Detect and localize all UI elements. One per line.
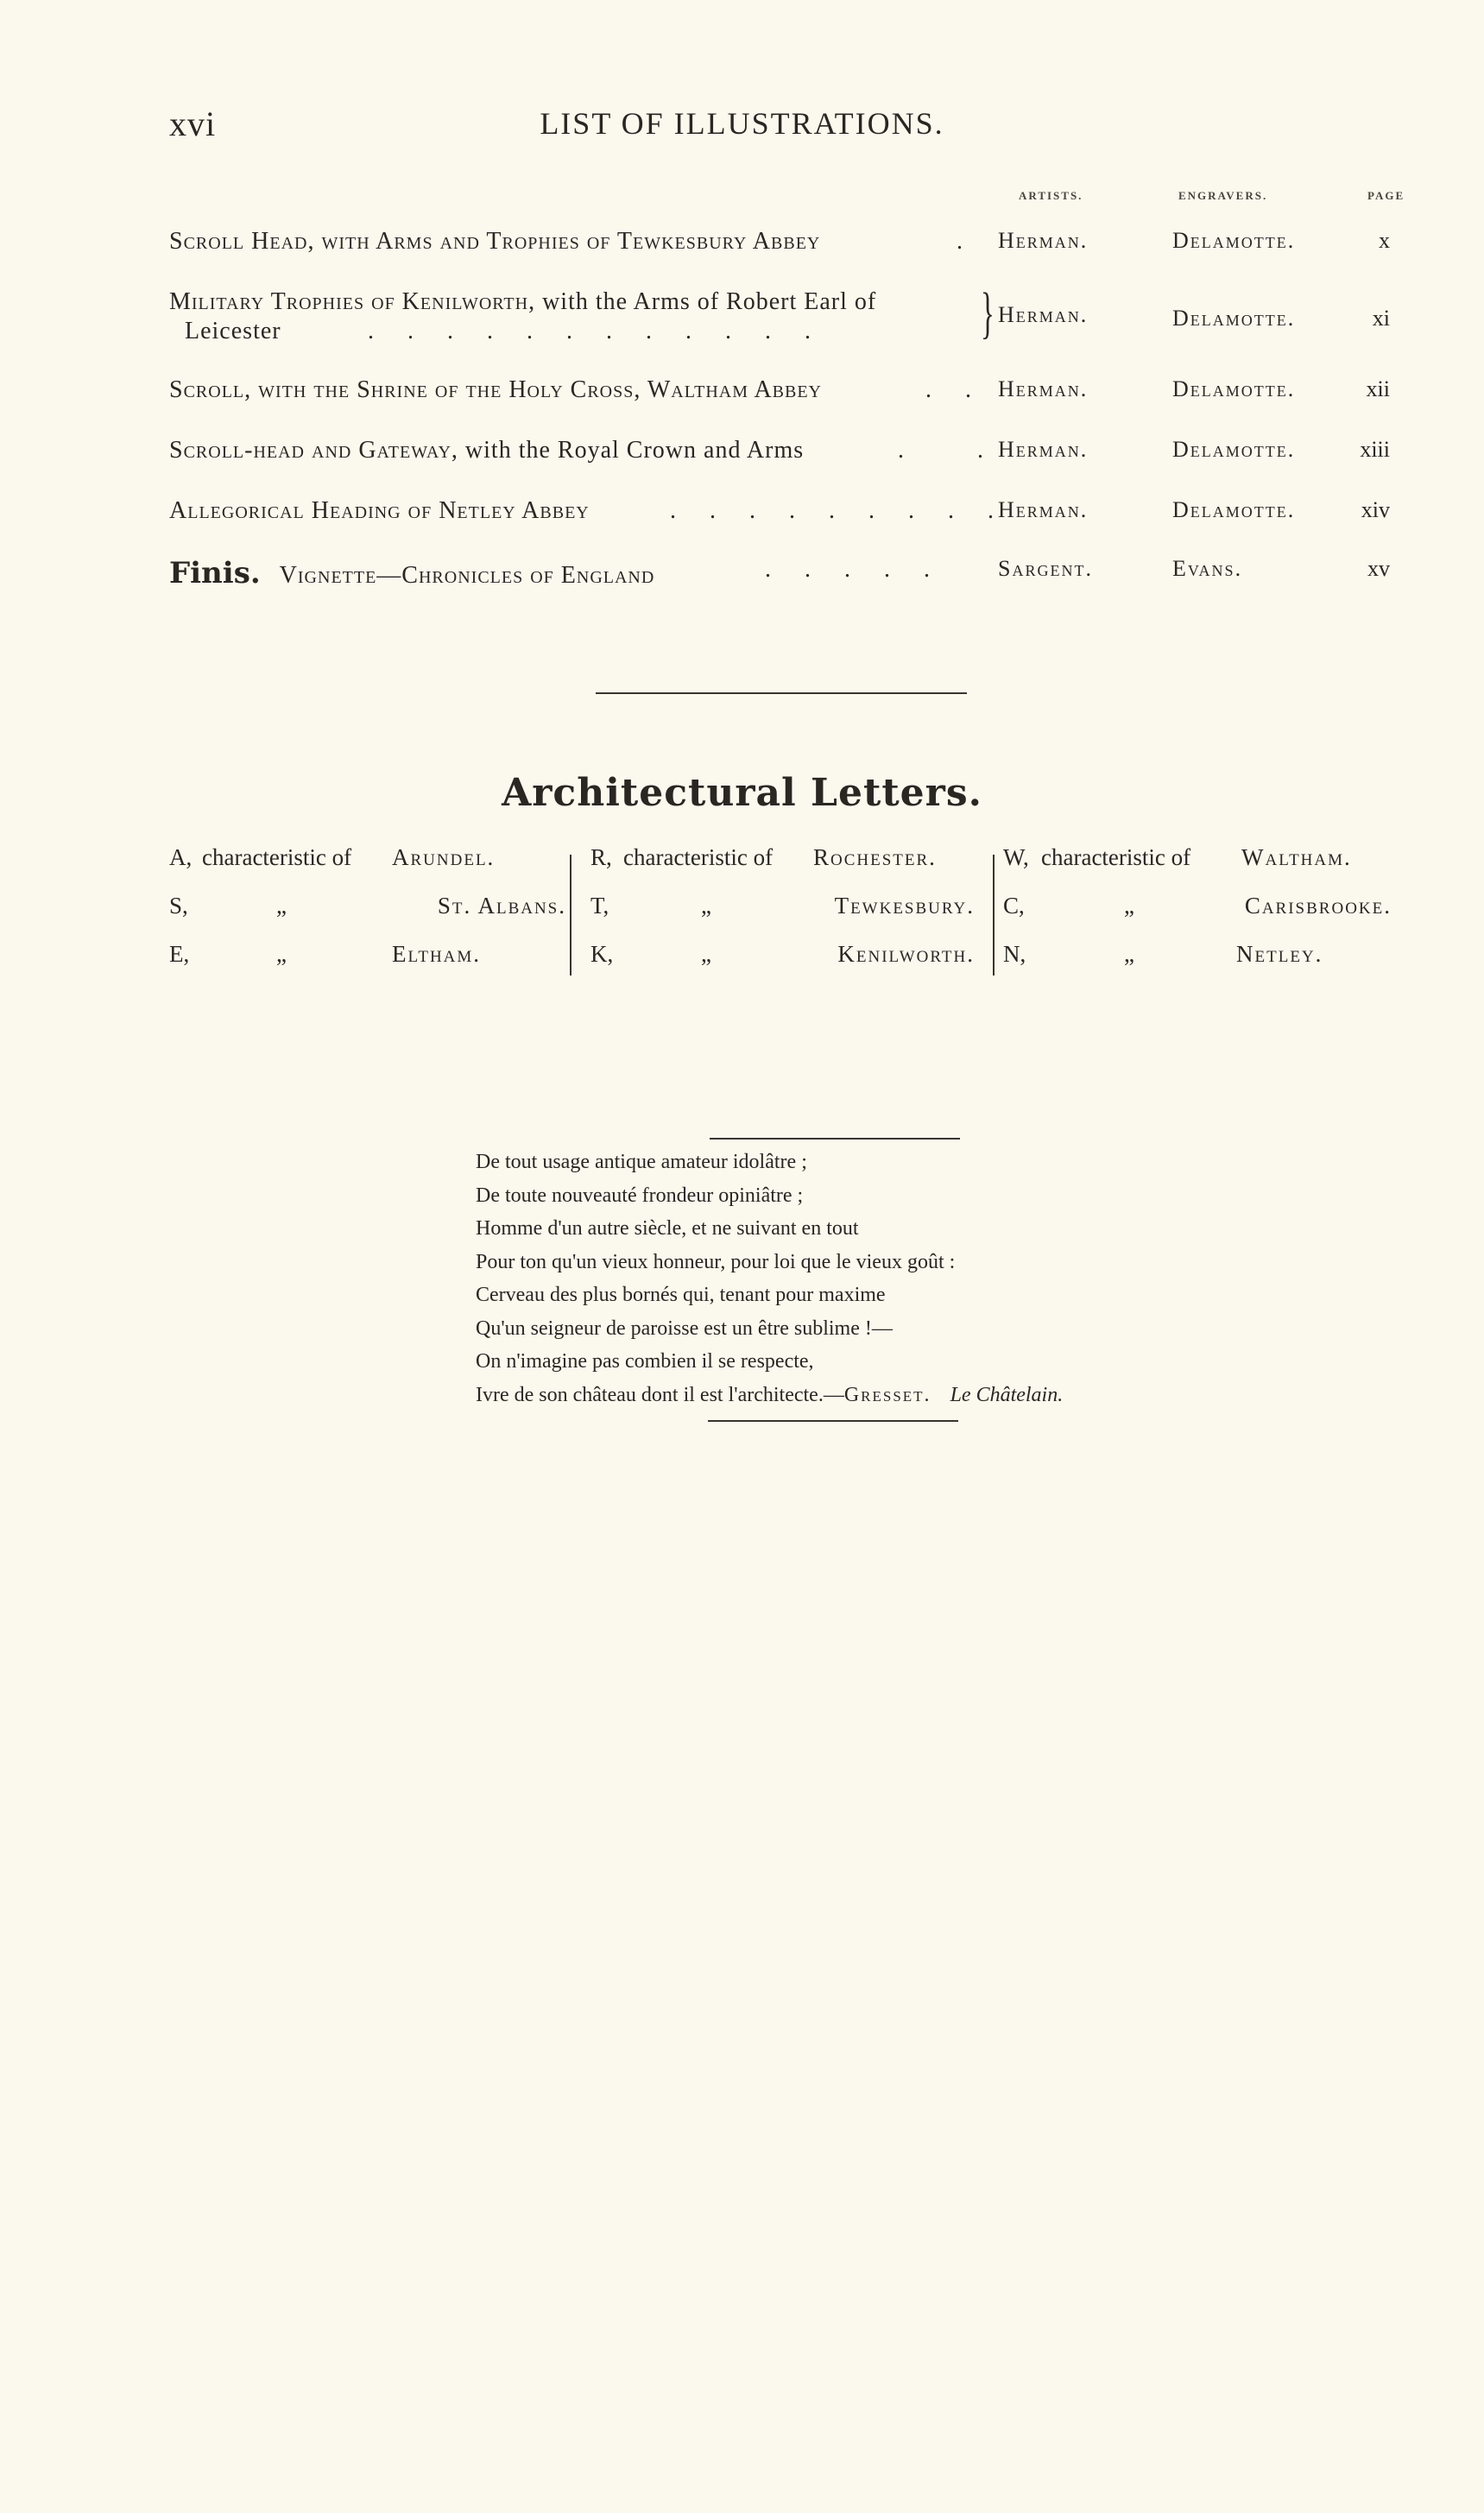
letter: C,	[1003, 893, 1025, 919]
illustration-row	[169, 376, 1412, 411]
illustration-artist: Herman.	[998, 376, 1089, 401]
illustration-title-caps: Military Trophies of Kenilworth,	[169, 288, 536, 315]
leader-dots: . . . . . . . . . . . .	[368, 318, 824, 344]
illustration-engraver: Delamotte.	[1172, 437, 1296, 462]
illustration-page: xi	[1372, 306, 1390, 331]
place-name: Carisbrooke.	[1244, 893, 1392, 919]
characteristic-label: characteristic of	[1041, 844, 1191, 870]
letters-column	[590, 844, 975, 974]
column-header-page: PAGE	[1367, 189, 1405, 202]
ditto-mark: „	[1124, 941, 1134, 967]
brace-icon: }	[981, 281, 995, 344]
poem-line: De tout usage antique amateur idolâtre ;	[476, 1151, 807, 1173]
illustration-engraver: Delamotte.	[1172, 376, 1296, 401]
poem-line: De toute nouveauté frondeur opiniâtre ;	[476, 1184, 804, 1207]
place-name: Waltham.	[1241, 844, 1352, 870]
finis-label: Finis.	[169, 556, 261, 590]
illustration-engraver: Delamotte.	[1172, 228, 1296, 253]
letter-row	[590, 941, 975, 989]
letter-row	[169, 941, 566, 989]
illustration-engraver: Delamotte.	[1172, 306, 1296, 331]
poem-work-title: Le Châtelain.	[950, 1383, 1064, 1406]
ditto-mark: „	[1124, 893, 1134, 919]
letter: A,	[169, 844, 193, 870]
letter: N,	[1003, 941, 1026, 967]
characteristic-label: characteristic of	[202, 844, 352, 870]
letter-row	[1003, 844, 1392, 893]
letter: S,	[169, 893, 188, 919]
illustration-title: Scroll, with the Shrine of the Holy Cross, Waltham Abbey	[169, 376, 822, 403]
leader-dots: . .	[925, 376, 985, 403]
ditto-mark: „	[276, 893, 287, 919]
leader-dots: .	[957, 228, 976, 255]
illustration-row	[169, 281, 1412, 349]
illustration-title: Allegorical Heading of Netley Abbey	[169, 497, 590, 524]
poem-line: On n'imagine pas combien il se respecte,	[476, 1350, 814, 1373]
running-head: LIST OF ILLUSTRATIONS.	[540, 106, 944, 141]
letters-column	[169, 844, 566, 974]
letter: R,	[590, 844, 612, 870]
illustration-engraver: Evans.	[1172, 556, 1243, 581]
illustration-title	[169, 556, 654, 590]
place-name: Tewkesbury.	[834, 893, 975, 919]
poem-attribution: Gresset.	[843, 1383, 931, 1406]
illustration-title-plain: with the Arms of Robert Earl of	[542, 288, 877, 315]
letter-row	[590, 844, 975, 893]
illustration-row	[169, 228, 1412, 262]
illustration-artist: Herman.	[998, 497, 1089, 522]
letter-row	[169, 844, 566, 893]
poem-line: Homme d'un autre siècle, et ne suivant en tout	[476, 1217, 859, 1240]
illustration-title-caps: Scroll-head and Gateway,	[169, 437, 458, 464]
illustration-artist: Sargent.	[998, 556, 1093, 581]
place-name: Eltham.	[392, 941, 482, 967]
illustration-title-line1	[169, 288, 876, 316]
epigraph-poem	[476, 1146, 1253, 1411]
page-number: xvi	[169, 104, 217, 143]
column-divider	[993, 855, 995, 976]
illustration-page: xv	[1367, 556, 1390, 581]
column-header-engravers: ENGRAVERS.	[1178, 189, 1268, 202]
illustration-title-line2	[185, 318, 281, 345]
letters-column	[1003, 844, 1392, 974]
illustration-artist: Herman.	[998, 437, 1089, 462]
place-name: Kenilworth.	[837, 941, 975, 967]
place-name: Arundel.	[392, 844, 496, 870]
illustration-artist: Herman.	[998, 228, 1089, 253]
letter-row	[1003, 893, 1392, 941]
illustration-title-plain: with the Royal Crown and Arms	[464, 437, 805, 464]
letter: T,	[590, 893, 609, 919]
letter: E,	[169, 941, 190, 967]
illustration-title-caps: Vignette—Chronicles of England	[279, 562, 655, 589]
leader-dots: . . . . .	[765, 556, 944, 583]
poem-line: Qu'un seigneur de paroisse est un être sublime !—	[476, 1316, 893, 1340]
illustration-page: xiv	[1361, 497, 1390, 522]
ditto-mark: „	[701, 893, 711, 919]
characteristic-label: characteristic of	[623, 844, 774, 870]
poem-line: Cerveau des plus bornés qui, tenant pour maxime	[476, 1284, 886, 1306]
poem-line: Pour ton qu'un vieux honneur, pour loi que le vieux goût :	[476, 1250, 956, 1273]
illustration-title: Scroll Head, with Arms and Trophies of Tewkesbury Abbey	[169, 228, 821, 255]
leader-dots: . . . . . . . . .	[670, 497, 1007, 524]
ditto-mark: „	[276, 941, 287, 967]
divider	[708, 1420, 958, 1422]
letter: W,	[1003, 844, 1029, 870]
illustration-page: xiii	[1360, 437, 1390, 462]
letter-row	[1003, 941, 1392, 989]
column-divider	[570, 855, 571, 976]
poem-line: Ivre de son château dont il est l'architecte.—	[476, 1383, 844, 1406]
place-name: St. Albans.	[437, 893, 566, 919]
place-name: Rochester.	[813, 844, 937, 870]
divider	[710, 1138, 960, 1140]
letter: K,	[590, 941, 614, 967]
illustration-row	[169, 437, 1412, 471]
leader-dots: . .	[898, 437, 997, 464]
letter-row	[590, 893, 975, 941]
illustration-engraver: Delamotte.	[1172, 497, 1296, 522]
column-header-artists: ARTISTS.	[1019, 189, 1083, 202]
illustration-page: xii	[1366, 376, 1390, 401]
illustration-title	[169, 437, 804, 464]
ditto-mark: „	[701, 941, 711, 967]
illustration-row	[169, 556, 1412, 590]
illustration-artist: Herman.	[998, 302, 1089, 327]
letter-row	[169, 893, 566, 941]
poem-line-final	[476, 1379, 1253, 1412]
divider	[596, 692, 967, 694]
place-name: Netley.	[1236, 941, 1323, 967]
illustration-title-plain: Leicester	[185, 318, 281, 344]
illustration-page: x	[1379, 228, 1390, 253]
section-heading: Architectural Letters.	[502, 771, 982, 815]
illustration-row	[169, 497, 1412, 532]
